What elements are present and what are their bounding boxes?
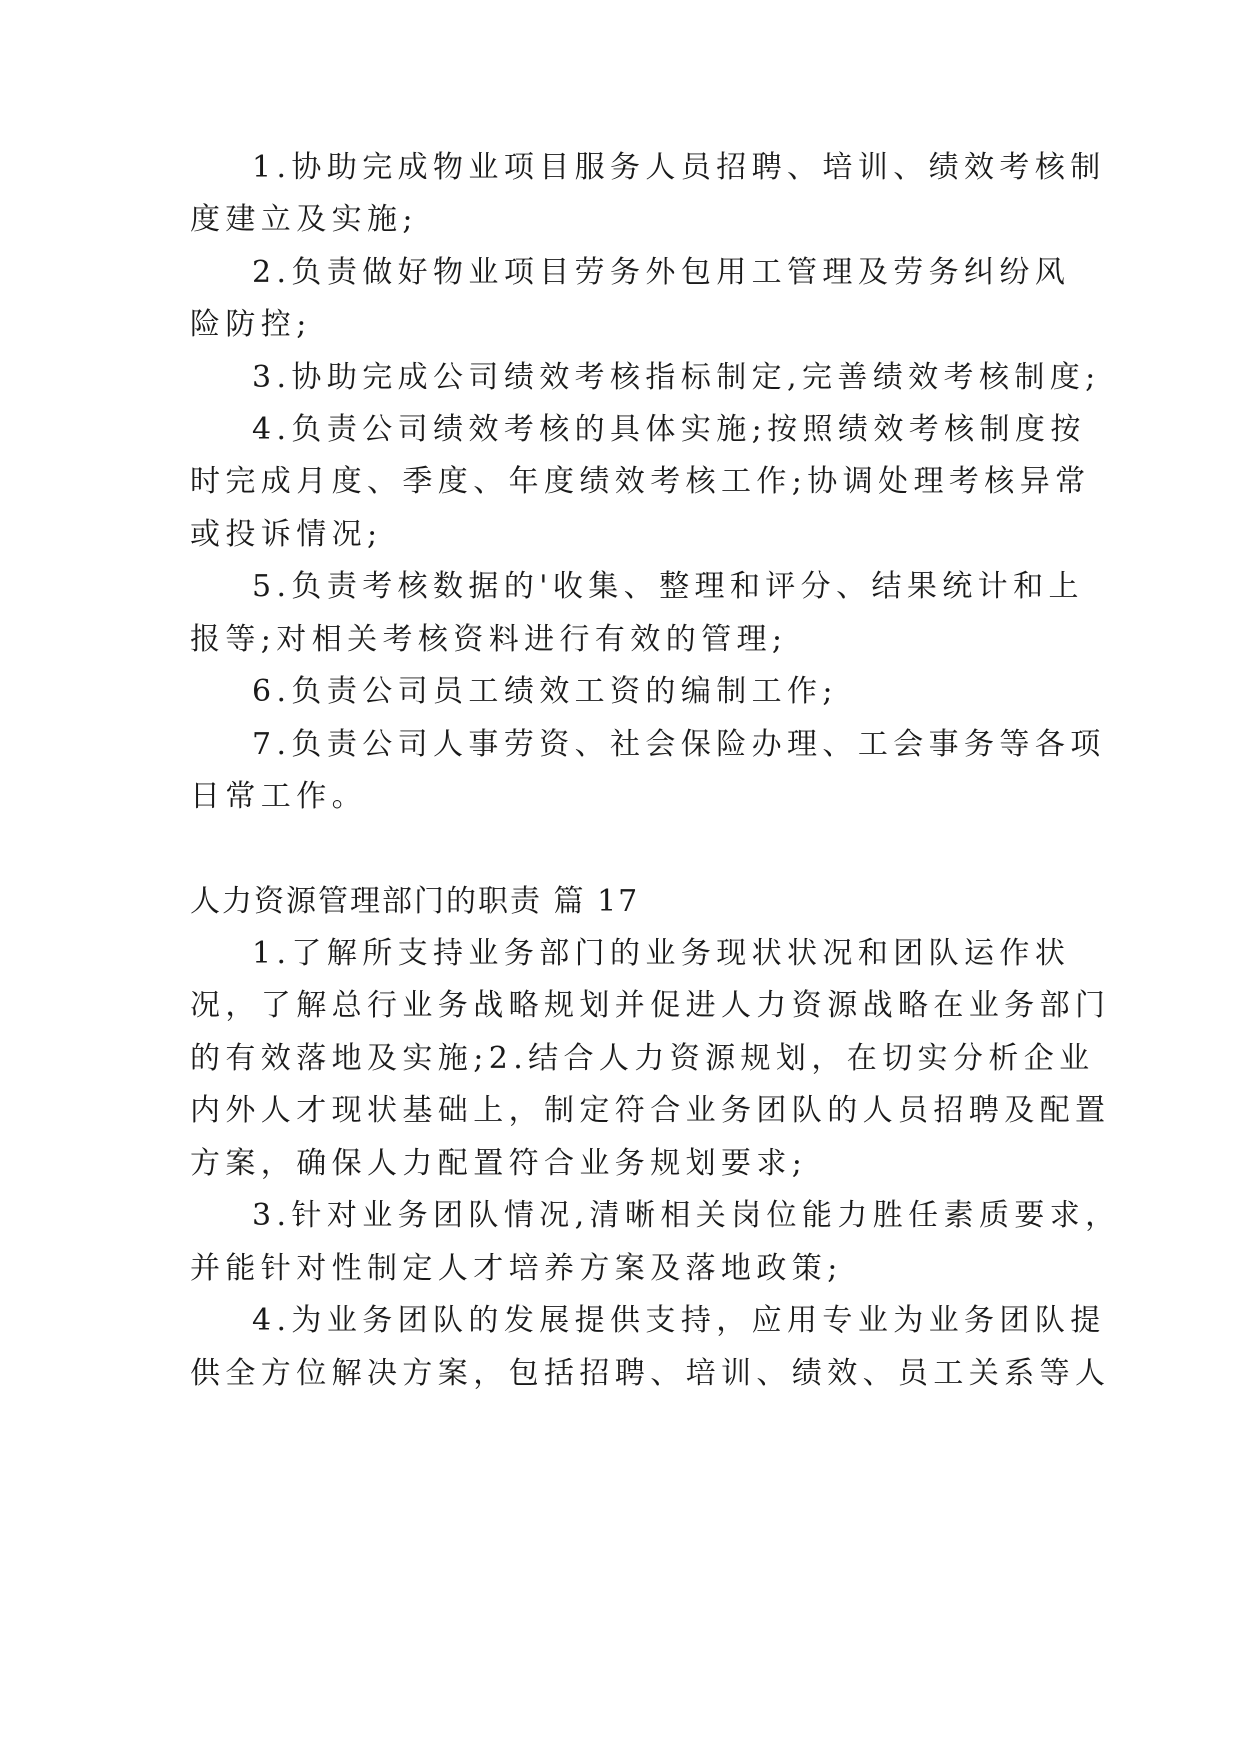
- section-heading: 人力资源管理部门的职责 篇 17: [190, 884, 640, 919]
- paragraph-line: 4.负责公司绩效考核的具体实施;按照绩效考核制度按: [252, 412, 1086, 447]
- paragraph-line: 6.负责公司员工绩效工资的编制工作;: [252, 674, 838, 709]
- paragraph-line: 时完成月度、季度、年度绩效考核工作;协调处理考核异常: [190, 464, 1091, 499]
- paragraph-line: 3.针对业务团队情况,清晰相关岗位能力胜任素质要求，: [252, 1198, 1121, 1233]
- paragraph-line: 日常工作。: [190, 779, 367, 814]
- paragraph-line: 并能针对性制定人才培养方案及落地政策;: [190, 1251, 843, 1286]
- paragraph-line: 1.了解所支持业务部门的业务现状状况和团队运作状: [252, 936, 1071, 971]
- paragraph-line: 方案，确保人力配置符合业务规划要求;: [190, 1146, 808, 1181]
- paragraph-line: 3.协助完成公司绩效考核指标制定,完善绩效考核制度;: [252, 360, 1101, 395]
- paragraph-line: 况，了解总行业务战略规划并促进人力资源战略在业务部门: [190, 988, 1111, 1023]
- paragraph-line: 度建立及实施;: [190, 202, 418, 237]
- paragraph-line: 4.为业务团队的发展提供支持，应用专业为业务团队提: [252, 1303, 1106, 1338]
- paragraph-line: 5.负责考核数据的'收集、整理和评分、结果统计和上: [252, 569, 1084, 604]
- paragraph-line: 内外人才现状基础上，制定符合业务团队的人员招聘及配置: [190, 1093, 1111, 1128]
- paragraph-line: 或投诉情况;: [190, 517, 383, 552]
- paragraph-line: 险防控;: [190, 307, 312, 342]
- paragraph-line: 7.负责公司人事劳资、社会保险办理、工会事务等各项: [252, 727, 1106, 762]
- paragraph-line: 1.协助完成物业项目服务人员招聘、培训、绩效考核制: [252, 150, 1106, 185]
- paragraph-line: 的有效落地及实施;2.结合人力资源规划，在切实分析企业: [190, 1041, 1095, 1076]
- paragraph-line: 报等;对相关考核资料进行有效的管理;: [190, 622, 788, 657]
- paragraph-line: 2.负责做好物业项目劳务外包用工管理及劳务纠纷风: [252, 255, 1071, 290]
- paragraph-line: 供全方位解决方案，包括招聘、培训、绩效、员工关系等人: [190, 1356, 1111, 1391]
